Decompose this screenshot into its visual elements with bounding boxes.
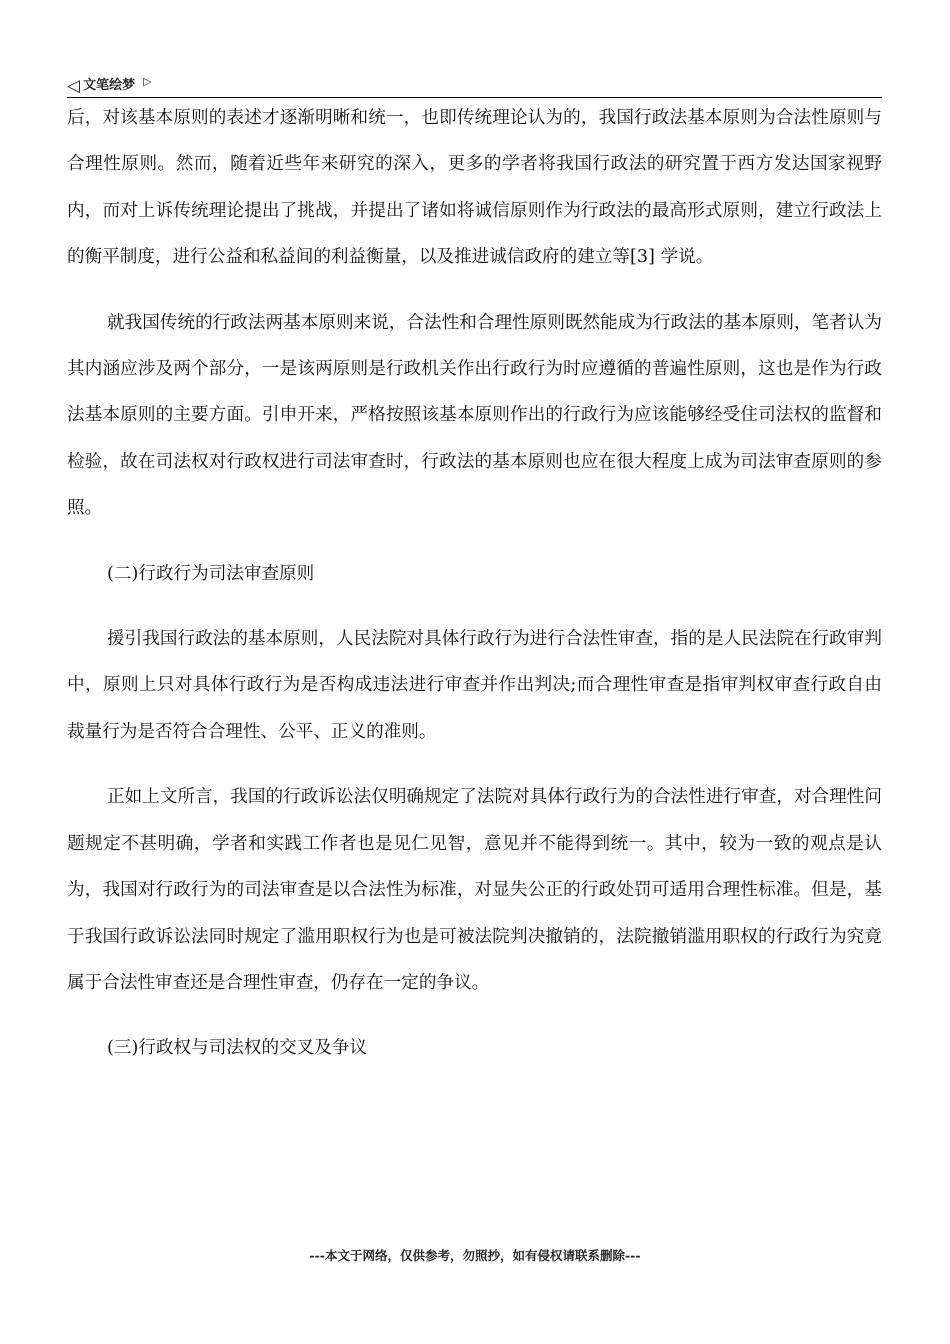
paragraph-review-standards: 正如上文所言，我国的行政诉讼法仅明确规定了法院对具体行政行为的合法性进行审查，对合理性问题规定不甚明确，学者和实践工作者也是见仁见智，意见并不能得到统一。其中，较为一致的观点是认为，我国对行政行为的司法审查是以合法性为标准，对显失公正的行政处罚可适用合理性标准。但是，基于我国行政诉讼法同时规定了滥用职权行为也是可被法院判决撤销的，法院撤销滥用职权的行政行为究竟属于合法性审查还是合理性审查，仍存在一定的争议。: [67, 787, 882, 993]
document-body: [67, 95, 882, 1091]
header-brand: [67, 76, 152, 96]
page-header: [67, 70, 882, 98]
header-title: 文笔绘梦: [83, 78, 136, 93]
paragraph-continuation: 后，对该基本原则的表述才逐渐明晰和统一，也即传统理论认为的，我国行政法基本原则为合法性原则与合理性原则。然而，随着近些年来研究的深入，更多的学者将我国行政法的研究置于西方发达国家视野内，而对上诉传统理论提出了挑战，并提出了诸如将诚信原则作为行政法的最高形式原则，建立行政法上的衡平制度，进行公益和私益间的利益衡量，以及推进诚信政府的建立等[3] 学说。: [67, 108, 882, 268]
triangle-right-outline-icon: ▷: [143, 75, 152, 88]
section-heading-2: (二)行政行为司法审查原则: [107, 563, 315, 584]
paragraph-basic-principles: 就我国传统的行政法两基本原则来说，合法性和合理性原则既然能成为行政法的基本原则，笔者认为其内涵应涉及两个部分，一是该两原则是行政机关作出行政行为时应遵循的普遍性原则，这也是作为行政法基本原则的主要方面。引申开来，严格按照该基本原则作出的行政行为应该能够经受住司法权的监督和检验，故在司法权对行政权进行司法审查时，行政法的基本原则也应在很大程度上成为司法审查原则的参照。: [67, 312, 882, 519]
page-footer: ---本文于网络，仅供参考，勿照抄，如有侵权请联系删除---: [309, 1248, 641, 1263]
paragraph-review-principles: 援引我国行政法的基本原则，人民法院对具体行政行为进行合法性审查，指的是人民法院在行政审判中，原则上只对具体行政行为是否构成违法进行审查并作出判决;而合理性审查是指审判权审查行政自由裁量行为是否符合合理性、公平、正义的准则。: [67, 629, 882, 742]
section-heading-3: (三)行政权与司法权的交叉及争议: [107, 1038, 368, 1059]
triangle-left-outline-icon: ◁: [67, 76, 81, 96]
